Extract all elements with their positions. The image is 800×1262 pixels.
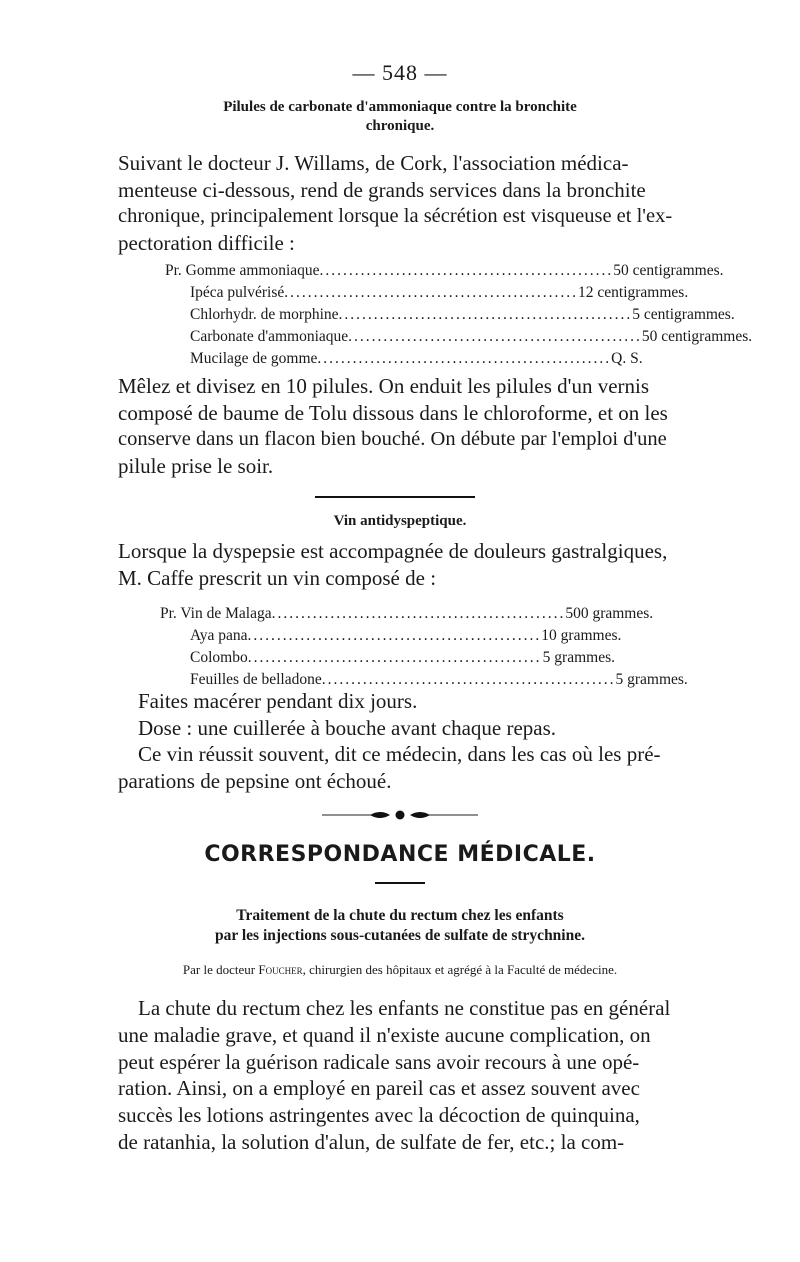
section-title-vin: Vin antidyspeptique. [333, 513, 467, 529]
text-line: pectoration difficile : [118, 230, 295, 255]
recipe-row [165, 304, 735, 326]
subtitle-line1: Traitement de la chute du rectum chez les enfants [236, 907, 564, 924]
ingredient-name: Chlorhydr. de morphine [190, 306, 339, 323]
recipe-row [165, 282, 689, 304]
leader-dots: .................................................. [271, 605, 566, 622]
text-line: une maladie grave, et quand il n'existe aucune complication, on [118, 1022, 651, 1047]
leader-dots: .................................................. [247, 627, 542, 644]
ingredient-qty: 5 centigrammes. [632, 306, 735, 323]
text-line: menteuse ci-dessous, rend de grands services dans la bronchite [118, 177, 646, 202]
text-line: composé de baume de Tolu dissous dans le chloroforme, et on les [118, 400, 668, 425]
text-line: succès les lotions astringentes avec la décoction de quinquina, [118, 1103, 640, 1128]
page-number: — 548 — [352, 60, 448, 85]
byline-author: Foucher [258, 962, 303, 977]
article-byline [118, 962, 682, 978]
leader-dots: .................................................. [321, 671, 616, 688]
text-line: ration. Ainsi, on a employé en pareil cas et assez souvent avec [118, 1076, 640, 1101]
text-line: parations de pepsine ont échoué. [118, 768, 392, 793]
leader-dots: .................................................. [348, 328, 642, 345]
ingredient-qty: 12 centigrammes. [578, 284, 689, 301]
leader-dots: .................................................. [319, 262, 614, 279]
ingredient-name: Pr. Vin de Malaga [160, 605, 272, 622]
ornament-divider [320, 808, 480, 822]
recipe-list-vin [160, 603, 688, 691]
recipe-row [160, 603, 654, 625]
ingredient-qty: 50 centigrammes. [613, 262, 724, 279]
ingredient-name: Colombo [190, 649, 248, 666]
text-line: Ce vin réussit souvent, dit ce médecin, dans les cas où les pré- [138, 742, 661, 766]
ingredient-name: Feuilles de belladone [190, 671, 322, 688]
ingredient-qty: Q. S. [611, 350, 643, 367]
leader-dots: .................................................. [338, 306, 633, 323]
text-line: conserve dans un flacon bien bouché. On débute par l'emploi d'une [118, 428, 667, 450]
heading-underline [375, 882, 425, 884]
recipe-row [165, 348, 643, 370]
byline-suffix: , chirurgien des hôpitaux et agrégé à la Faculté de médecine. [302, 962, 618, 977]
recipe-list-pilules [165, 260, 753, 370]
text-line: Faites macérer pendant dix jours. [138, 689, 418, 713]
ingredient-qty: 50 centigrammes. [641, 328, 753, 345]
ingredient-qty: 500 grammes. [565, 605, 654, 622]
heading-correspondance: CORRESPONDANCE MÉDICALE. [204, 842, 596, 867]
ingredient-name: Mucilage de gomme [190, 350, 318, 367]
recipe-row [160, 625, 622, 647]
ingredient-name: Pr. Gomme ammoniaque [165, 262, 320, 279]
recipe-row [160, 647, 615, 669]
leader-dots: .................................................. [284, 284, 578, 301]
article-subtitle [110, 906, 690, 946]
paragraph-intro-vin [118, 538, 678, 591]
section-divider [315, 496, 475, 498]
ingredient-qty: 5 grammes. [615, 671, 688, 688]
paragraph-intro-pilules [118, 150, 678, 256]
paragraph-after-pilules [118, 373, 678, 479]
leader-dots: .................................................. [317, 350, 612, 367]
section-title-line2: chronique. [365, 118, 435, 134]
ingredient-name: Carbonate d'ammoniaque [190, 328, 349, 345]
ingredient-name: Ipéca pulvérisé [190, 284, 285, 301]
text-line: peut espérer la guérison radicale sans avoir recours à une opé- [118, 1049, 640, 1074]
paragraph-after-vin [118, 688, 678, 794]
text-line: pilule prise le soir. [118, 453, 274, 478]
text-line: Lorsque la dyspepsie est accompagnée de douleurs gastralgiques, [118, 539, 668, 563]
byline-prefix: Par le docteur [182, 962, 259, 977]
text-line: Dose : une cuillerée à bouche avant chaque repas. [138, 715, 557, 740]
ingredient-name: Aya pana [190, 627, 248, 644]
leader-dots: .................................................. [247, 649, 542, 666]
text-line: Suivant le docteur J. Willams, de Cork, l'association médica- [118, 151, 629, 175]
paragraph-article-body [118, 995, 678, 1156]
text-line: Mêlez et divisez en 10 pilules. On enduit les pilules d'un vernis [118, 374, 650, 398]
text-line: M. Caffe prescrit un vin composé de : [118, 565, 437, 590]
recipe-row [165, 260, 724, 282]
text-line: de ratanhia, la solution d'alun, de sulfate de fer, etc.; la com- [118, 1129, 625, 1154]
recipe-row [165, 326, 753, 348]
subtitle-line2: par les injections sous-cutanées de sulfate de strychnine. [215, 927, 585, 944]
section-title-pilules [120, 98, 680, 136]
section-title-line1: Pilules de carbonate d'ammoniaque contre la bronchite [223, 99, 577, 115]
text-line: chronique, principalement lorsque la sécrétion est visqueuse et l'ex- [118, 205, 673, 227]
ingredient-qty: 5 grammes. [542, 649, 615, 666]
ingredient-qty: 10 grammes. [541, 627, 622, 644]
text-line: La chute du rectum chez les enfants ne constitue pas en général [138, 996, 671, 1020]
